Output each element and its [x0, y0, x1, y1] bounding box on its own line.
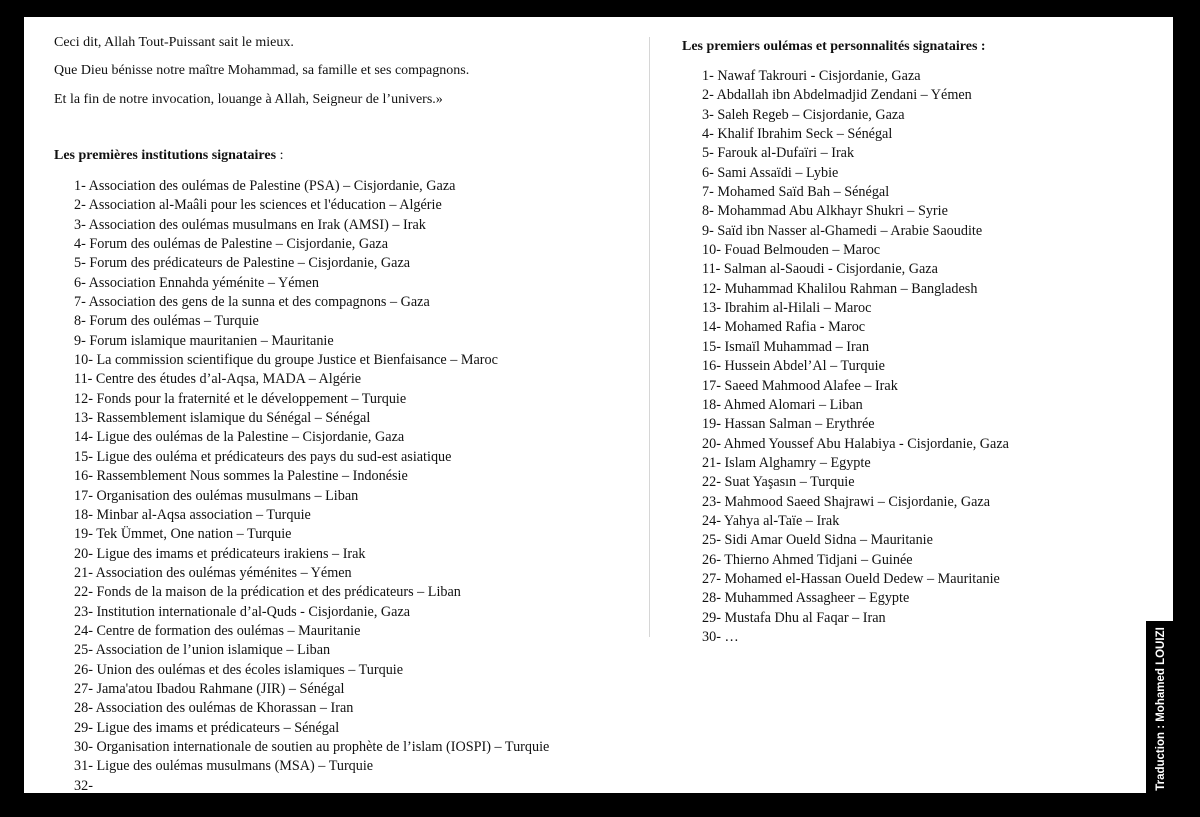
- signatory-item: 7- Mohamed Saïd Bah – Sénégal: [702, 184, 890, 201]
- signatory-item: 22- Suat Yaşasın – Turquie: [702, 474, 855, 491]
- institution-item: 3- Association des oulémas musulmans en Irak (AMSI) – Irak: [74, 216, 426, 233]
- signatory-item: 16- Hussein Abdel’Al – Turquie: [702, 358, 885, 375]
- signatory-item: 17- Saeed Mahmood Alafee – Irak: [702, 377, 898, 394]
- signatory-item: 5- Farouk al-Dufaïri – Irak: [702, 145, 855, 162]
- institution-item: 29- Ligue des imams et prédicateurs – Sénégal: [74, 719, 340, 736]
- institution-item: 10- La commission scientifique du groupe Justice et Bienfaisance – Maroc: [74, 352, 498, 369]
- institution-item: 22- Fonds de la maison de la prédication et des prédicateurs – Liban: [74, 584, 461, 601]
- signatory-item: 30- …: [702, 628, 739, 645]
- institution-item: 23- Institution internationale d’al-Quds - Cisjordanie, Gaza: [74, 603, 411, 620]
- signatory-item: 12- Muhammad Khalilou Rahman – Bangladesh: [702, 280, 978, 297]
- signatory-item: 29- Mustafa Dhu al Faqar – Iran: [702, 609, 886, 626]
- translation-credit: Traduction : Mohamed LOUIZI: [1155, 626, 1167, 791]
- signatory-item: 15- Ismaïl Muhammad – Iran: [702, 338, 870, 355]
- institution-item: 12- Fonds pour la fraternité et le développement – Turquie: [74, 390, 407, 407]
- institution-item: 16- Rassemblement Nous sommes la Palestine – Indonésie: [74, 468, 408, 485]
- institution-item: 15- Ligue des ouléma et prédicateurs des pays du sud-est asiatique: [74, 448, 452, 465]
- institution-item: 32-: [74, 777, 93, 793]
- signatory-item: 23- Mahmood Saeed Shajrawi – Cisjordanie, Gaza: [702, 493, 991, 510]
- intro-line-1: Ceci dit, Allah Tout-Puissant sait le mieux.: [54, 35, 294, 50]
- institution-item: 6- Association Ennahda yéménite – Yémen: [74, 274, 319, 291]
- institutions-heading: [54, 148, 283, 164]
- signatory-item: 2- Abdallah ibn Abdelmadjid Zendani – Yémen: [702, 87, 972, 104]
- signatory-item: 10- Fouad Belmouden – Maroc: [702, 242, 881, 259]
- institution-item: 2- Association al-Maâli pour les sciences et l'éducation – Algérie: [74, 197, 442, 214]
- signatory-item: 20- Ahmed Youssef Abu Halabiya - Cisjordanie, Gaza: [702, 435, 1009, 452]
- institutions-list: [74, 177, 549, 793]
- signatory-item: 24- Yahya al-Taïe – Irak: [702, 512, 840, 529]
- institution-item: 11- Centre des études d’al-Aqsa, MADA – Algérie: [74, 371, 362, 388]
- signatory-item: 25- Sidi Amar Oueld Sidna – Mauritanie: [702, 532, 933, 549]
- signatory-item: 6- Sami Assaïdi – Lybie: [702, 164, 839, 181]
- personalities-list: [702, 67, 1009, 647]
- signatory-item: 8- Mohammad Abu Alkhayr Shukri – Syrie: [702, 203, 948, 220]
- institution-item: 17- Organisation des oulémas musulmans – Liban: [74, 487, 359, 504]
- column-divider: [649, 37, 650, 637]
- institution-item: 13- Rassemblement islamique du Sénégal – Sénégal: [74, 410, 371, 427]
- signatory-item: 4- Khalif Ibrahim Seck – Sénégal: [702, 126, 893, 143]
- signatory-item: 28- Muhammed Assagheer – Egypte: [702, 590, 910, 607]
- signatory-item: 14- Mohamed Rafia - Maroc: [702, 319, 866, 336]
- institution-item: 5- Forum des prédicateurs de Palestine – Cisjordanie, Gaza: [74, 255, 411, 272]
- institution-item: 27- Jama'atou Ibadou Rahmane (JIR) – Sénégal: [74, 680, 345, 697]
- intro-line-2: Que Dieu bénisse notre maître Mohammad, sa famille et ses compagnons.: [54, 63, 470, 78]
- institution-item: 20- Ligue des imams et prédicateurs irakiens – Irak: [74, 545, 366, 562]
- institutions-heading-colon: :: [276, 148, 284, 163]
- signatory-item: 18- Ahmed Alomari – Liban: [702, 396, 863, 413]
- institutions-heading-text: Les premières institutions signataires: [54, 148, 277, 163]
- institution-item: 31- Ligue des oulémas musulmans (MSA) – Turquie: [74, 758, 374, 775]
- institution-item: 4- Forum des oulémas de Palestine – Cisjordanie, Gaza: [74, 236, 389, 253]
- translation-credit-banner: [1146, 621, 1176, 796]
- signatory-item: 26- Thierno Ahmed Tidjani – Guinée: [702, 551, 913, 568]
- signatory-item: 9- Saïd ibn Nasser al-Ghamedi – Arabie Saoudite: [702, 222, 983, 239]
- signatory-item: 3- Saleh Regeb – Cisjordanie, Gaza: [702, 106, 905, 123]
- institution-item: 1- Association des oulémas de Palestine (PSA) – Cisjordanie, Gaza: [74, 178, 456, 194]
- signatory-item: 11- Salman al-Saoudi - Cisjordanie, Gaza: [702, 261, 938, 278]
- institution-item: 28- Association des oulémas de Khorassan – Iran: [74, 700, 354, 717]
- institution-item: 9- Forum islamique mauritanien – Mauritanie: [74, 332, 334, 349]
- document-page: [24, 17, 1173, 793]
- institution-item: 21- Association des oulémas yéménites – Yémen: [74, 564, 352, 581]
- institution-item: 8- Forum des oulémas – Turquie: [74, 313, 259, 330]
- institution-item: 7- Association des gens de la sunna et des compagnons – Gaza: [74, 294, 430, 311]
- institution-item: 30- Organisation internationale de soutien au prophète de l’islam (IOSPI) – Turquie: [74, 738, 550, 755]
- institution-item: 14- Ligue des oulémas de la Palestine – Cisjordanie, Gaza: [74, 429, 405, 446]
- institution-item: 26- Union des oulémas et des écoles islamiques – Turquie: [74, 661, 404, 678]
- institution-item: 24- Centre de formation des oulémas – Mauritanie: [74, 622, 361, 639]
- institution-item: 18- Minbar al-Aqsa association – Turquie: [74, 506, 311, 523]
- signatory-item: 1- Nawaf Takrouri - Cisjordanie, Gaza: [702, 68, 921, 84]
- signatory-item: 27- Mohamed el-Hassan Oueld Dedew – Mauritanie: [702, 570, 1000, 587]
- signatory-item: 19- Hassan Salman – Erythrée: [702, 416, 875, 433]
- institution-item: 25- Association de l’union islamique – Liban: [74, 642, 331, 659]
- institution-item: 19- Tek Ümmet, One nation – Turquie: [74, 526, 292, 543]
- signatory-item: 13- Ibrahim al-Hilali – Maroc: [702, 300, 872, 317]
- intro-line-3: Et la fin de notre invocation, louange à Allah, Seigneur de l’univers.»: [54, 92, 443, 107]
- personalities-heading: Les premiers oulémas et personnalités signataires :: [682, 39, 986, 54]
- signatory-item: 21- Islam Alghamry – Egypte: [702, 454, 871, 471]
